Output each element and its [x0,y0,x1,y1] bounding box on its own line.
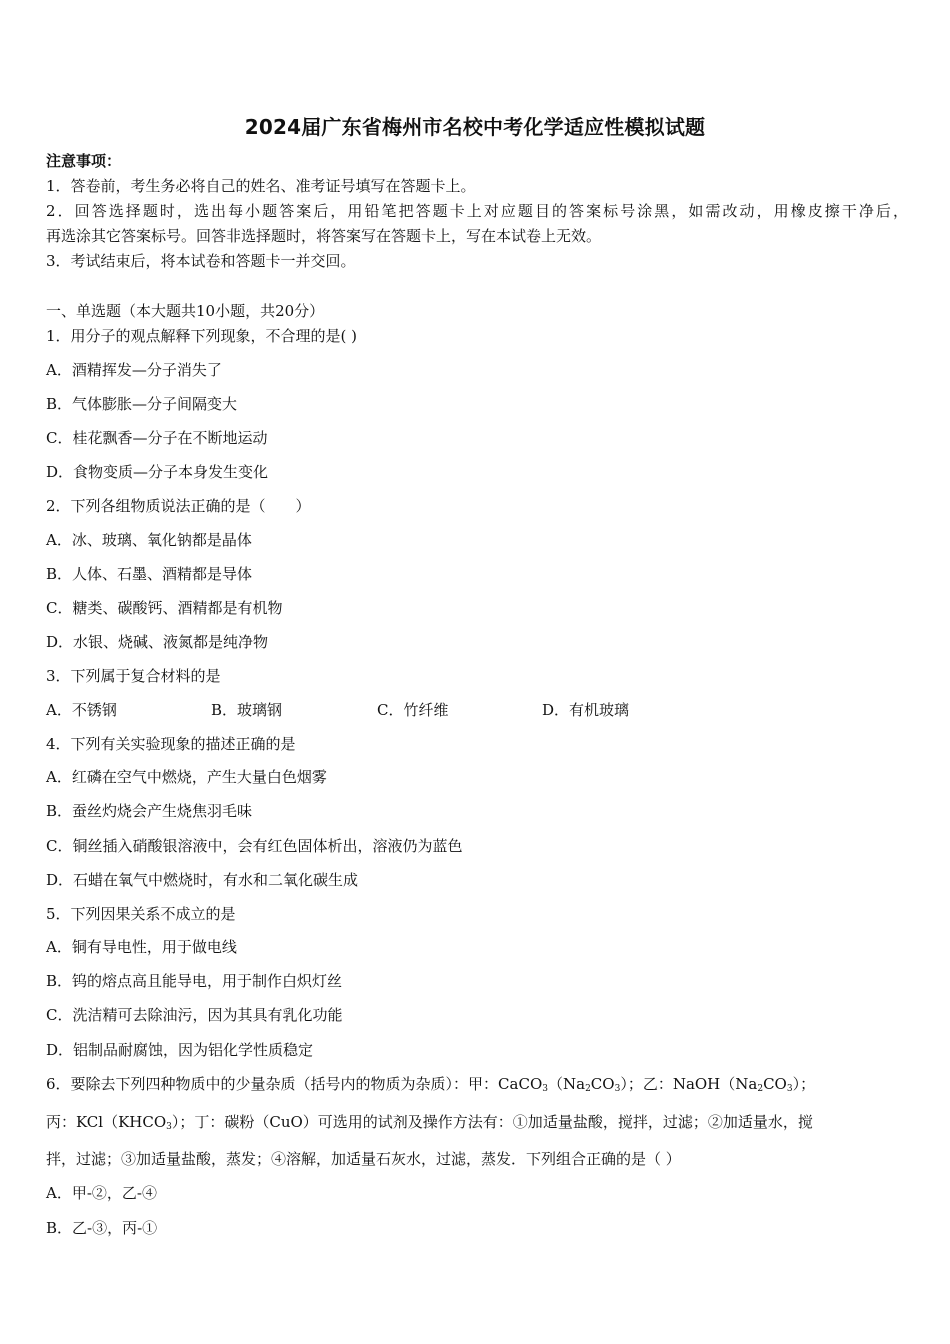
notice-item-2: 2．回答选择题时，选出每小题答案后，用铅笔把答题卡上对应题目的答案标号涂黑，如需改动，用橡皮擦干净后， [46,202,908,220]
q6-subscript: 3 [614,1084,621,1094]
question-4-option-c: C．铜丝插入硝酸银溶液中，会有红色固体析出，溶液仍为蓝色 [46,837,463,855]
q6-text-segment: ）； [792,1075,816,1093]
question-1-option-a: A．酒精挥发—分子消失了 [46,361,222,379]
q6-text-segment: 丙：KCl（KHCO [46,1113,167,1131]
q6-text-segment: ）；丁：碳粉（CuO）可选用的试剂及操作方法有：①加适量盐酸，搅拌，过滤；②加适量水，搅 [171,1113,813,1131]
question-1-stem: 1．用分子的观点解释下列现象，不合理的是( ) [46,327,358,345]
q6-text-segment: CO [763,1075,787,1093]
q6-subscript: 3 [166,1122,172,1132]
question-1-option-b: B．气体膨胀—分子间隔变大 [46,395,238,413]
question-5-option-c: C．洗洁精可去除油污，因为其具有乳化功能 [46,1006,343,1024]
question-6-stem-line-3: 拌，过滤；③加适量盐酸，蒸发；④溶解，加适量石灰水，过滤，蒸发．下列组合正确的是（ ） [46,1150,681,1168]
question-4-option-b: B．蚕丝灼烧会产生烧焦羽毛味 [46,802,253,820]
question-3-option-d: D．有机玻璃 [542,701,630,719]
question-1-option-d: D．食物变质—分子本身发生变化 [46,463,269,481]
question-5-option-a: A．铜有导电性，用于做电线 [46,938,237,956]
question-5-option-d: D．铝制品耐腐蚀，因为铝化学性质稳定 [46,1041,314,1059]
q6-subscript: 3 [542,1084,548,1094]
question-2-option-c: C．糖类、碳酸钙、酒精都是有机物 [46,599,283,617]
question-1-option-c: C．桂花飘香—分子在不断地运动 [46,429,268,447]
notice-item-1: 1．答卷前，考生务必将自己的姓名、准考证号填写在答题卡上。 [46,177,476,195]
notice-item-2-cont: 再选涂其它答案标号。回答非选择题时，将答案写在答题卡上，写在本试卷上无效。 [46,227,602,245]
question-3-option-b: B．玻璃钢 [211,701,283,719]
question-2-stem: 2．下列各组物质说法正确的是（ ） [46,497,311,515]
question-6-stem-line-1 [46,1074,815,1094]
question-6-option-a: A．甲-②，乙-④ [46,1184,157,1202]
question-2-option-b: B．人体、石墨、酒精都是导体 [46,565,253,583]
question-3-option-c: C．竹纤维 [377,701,449,719]
q6-text-segment: 6．要除去下列四种物质中的少量杂质（括号内的物质为杂质）：甲：CaCO [46,1075,543,1093]
q6-subscript: 2 [757,1084,764,1094]
question-5-option-b: B．钨的熔点高且能导电，用于制作白炽灯丝 [46,972,343,990]
question-4-option-d: D．石蜡在氧气中燃烧时，有水和二氧化碳生成 [46,871,359,889]
q6-subscript: 3 [786,1084,793,1094]
page-title: 2024届广东省梅州市名校中考化学适应性模拟试题 [244,115,706,139]
question-5-stem: 5．下列因果关系不成立的是 [46,905,236,923]
question-4-option-a: A．红磷在空气中燃烧，产生大量白色烟雾 [46,768,327,786]
section-heading: 一、单选题（本大题共10小题，共20分） [46,302,325,320]
question-3-option-a: A．不锈钢 [46,701,117,719]
question-6-stem-line-2 [46,1112,908,1132]
q6-text-segment: （Na [547,1075,586,1093]
question-2-option-d: D．水银、烧碱、液氮都是纯净物 [46,633,269,651]
notice-heading: 注意事项： [46,152,122,170]
question-6-option-b: B．乙-③，丙-① [46,1219,158,1237]
question-2-option-a: A．冰、玻璃、氧化钠都是晶体 [46,531,252,549]
q6-subscript: 2 [585,1084,591,1094]
q6-text-segment: ）；乙：NaOH（Na [620,1075,758,1093]
notice-item-3: 3．考试结束后，将本试卷和答题卡一并交回。 [46,252,356,270]
q6-text-segment: CO [590,1075,615,1093]
question-4-stem: 4．下列有关实验现象的描述正确的是 [46,735,296,753]
question-3-stem: 3．下列属于复合材料的是 [46,667,221,685]
